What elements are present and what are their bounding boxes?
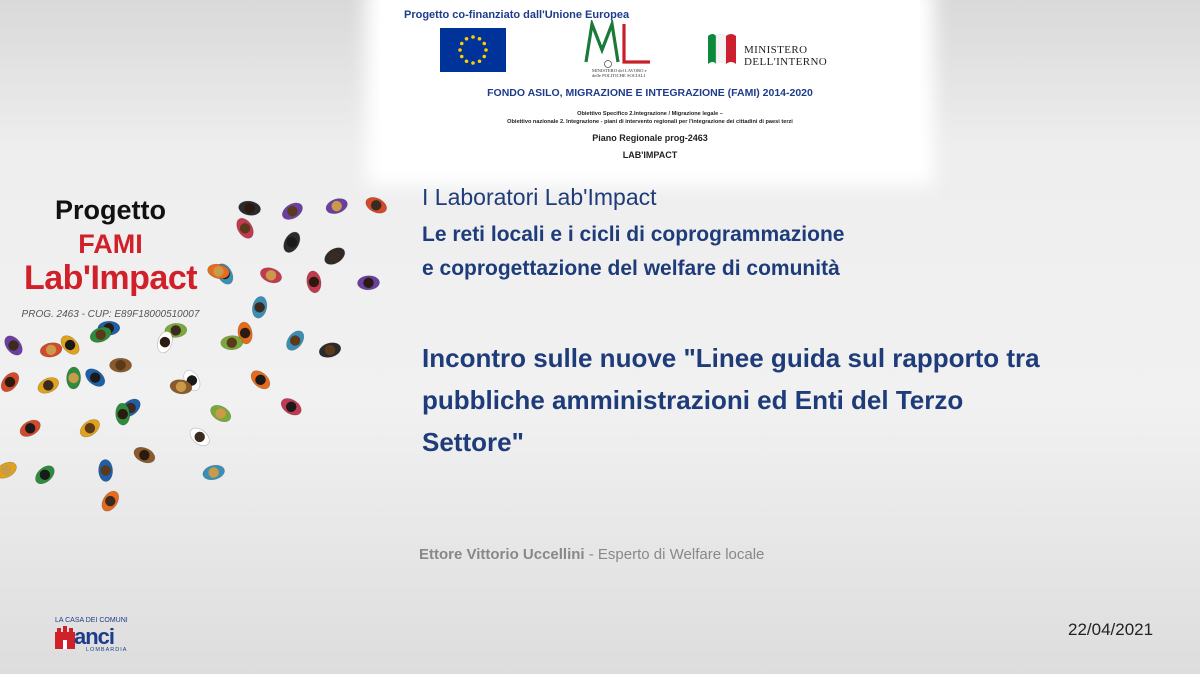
crowd-person-icon	[208, 402, 234, 425]
crowd-person-icon	[280, 229, 303, 255]
anci-tagline: LA CASA DEI COMUNI	[55, 617, 128, 624]
project-short-name: LAB'IMPACT	[622, 150, 678, 160]
crowd-person-icon	[98, 459, 113, 481]
subtitle-line-1: Le reti locali e i cicli di coprogrammazione	[422, 223, 845, 246]
crowd-person-icon	[17, 417, 43, 440]
eu-star-icon	[484, 48, 488, 52]
town-hall-icon	[54, 626, 76, 650]
crowd-person-icon	[187, 425, 213, 450]
eu-star-icon	[460, 42, 464, 46]
crowd-person-icon	[318, 340, 343, 359]
crowd-person-icon	[110, 358, 132, 372]
crowd-person-icon	[305, 270, 322, 294]
anci-wordmark: anci	[74, 624, 115, 649]
eu-star-icon	[471, 61, 475, 65]
crowd-person-icon	[66, 367, 81, 389]
crowd-person-icon	[279, 200, 305, 223]
crowd-person-icon	[248, 367, 274, 392]
fund-name: FONDO ASILO, MIGRAZIONE E INTEGRAZIONE (FAMI) 2014-2020	[487, 87, 813, 99]
project-badge-line3: Lab'Impact	[23, 259, 198, 297]
speaker-role: - Esperto di Welfare locale	[584, 546, 765, 563]
crowd-person-icon	[0, 369, 22, 395]
anci-logo	[52, 617, 142, 657]
speaker-credit	[419, 546, 764, 563]
speaker-name: Ettore Vittorio Uccellini	[419, 546, 585, 563]
ml-caption: MINISTERO del LAVORO e delle POLITICHE SOCIALI	[592, 68, 647, 78]
project-code: PROG. 2463 - CUP: E89F18000510007	[21, 309, 200, 320]
crowd-person-icon	[1, 333, 26, 359]
interior-ministry-logo	[706, 30, 846, 70]
crowd-person-icon	[132, 444, 158, 466]
crowd-person-icon	[98, 488, 122, 514]
main-title-line-1: Incontro sulle nuove "Linee guida sul rapporto tra	[422, 343, 1040, 373]
crowd-person-icon	[201, 463, 226, 482]
crowd-person-icon	[39, 341, 63, 359]
regional-plan: Piano Regionale prog-2463	[592, 133, 708, 143]
main-title-line-2: pubbliche amministrazioni ed Enti del Terzo	[422, 385, 964, 415]
crowd-person-icon	[357, 275, 380, 290]
crowd-person-icon	[0, 459, 19, 482]
eu-star-icon	[478, 59, 482, 63]
italian-flag-icon	[706, 32, 738, 66]
crowd-person-icon	[250, 295, 268, 319]
project-badge-line2: FAMI	[78, 229, 143, 259]
crowd-person-icon	[220, 335, 243, 350]
eu-star-icon	[458, 48, 462, 52]
crowd-person-icon	[258, 265, 283, 286]
crowd-person-icon	[35, 374, 61, 396]
objective-national: Obiettivo nazionale 2. Integrazione - piani di intervento regionali per l'integrazione dei cittadini di paesi terzi	[507, 119, 793, 125]
ministry-labour-logo	[578, 20, 656, 82]
lab-title: I Laboratori Lab'Impact	[422, 184, 657, 210]
crowd-person-icon	[278, 395, 304, 419]
crowd-person-icon	[322, 244, 348, 268]
crowd-person-icon	[82, 365, 108, 390]
funding-header	[380, 0, 920, 172]
crowd-person-icon	[32, 462, 58, 487]
eu-star-icon	[478, 37, 482, 41]
objective-specific: Obiettivo Specifico 2.Integrazione / Migrazione legale –	[577, 111, 723, 117]
crowd-person-icon	[283, 328, 307, 354]
subtitle-line-2: e coprogettazione del welfare di comunità	[422, 257, 840, 280]
eu-star-icon	[482, 42, 486, 46]
crowd-person-icon	[238, 200, 262, 217]
crowd-person-icon	[57, 332, 82, 358]
interior-ministry-label: MINISTERO DELL'INTERNO	[744, 44, 828, 68]
crowd-person-icon	[363, 194, 389, 216]
cofinanced-label: Progetto co-finanziato dall'Unione Europea	[404, 9, 630, 21]
eu-star-icon	[465, 37, 469, 41]
eu-star-icon	[482, 55, 486, 59]
main-title-line-3: Settore"	[422, 427, 524, 457]
eu-star-icon	[465, 59, 469, 63]
eu-star-icon	[471, 35, 475, 39]
ml-monogram-icon	[578, 20, 656, 68]
anci-region: LOMBARDIA	[86, 647, 128, 653]
crowd-person-icon	[77, 416, 103, 441]
project-badge-title	[8, 193, 213, 295]
presentation-date: 22/04/2021	[1068, 620, 1154, 639]
crowd-person-icon	[324, 196, 349, 216]
project-badge-line1: Progetto	[55, 195, 166, 225]
eu-star-icon	[460, 55, 464, 59]
eu-flag-icon	[440, 28, 506, 72]
crowd-person-icon	[233, 215, 257, 241]
